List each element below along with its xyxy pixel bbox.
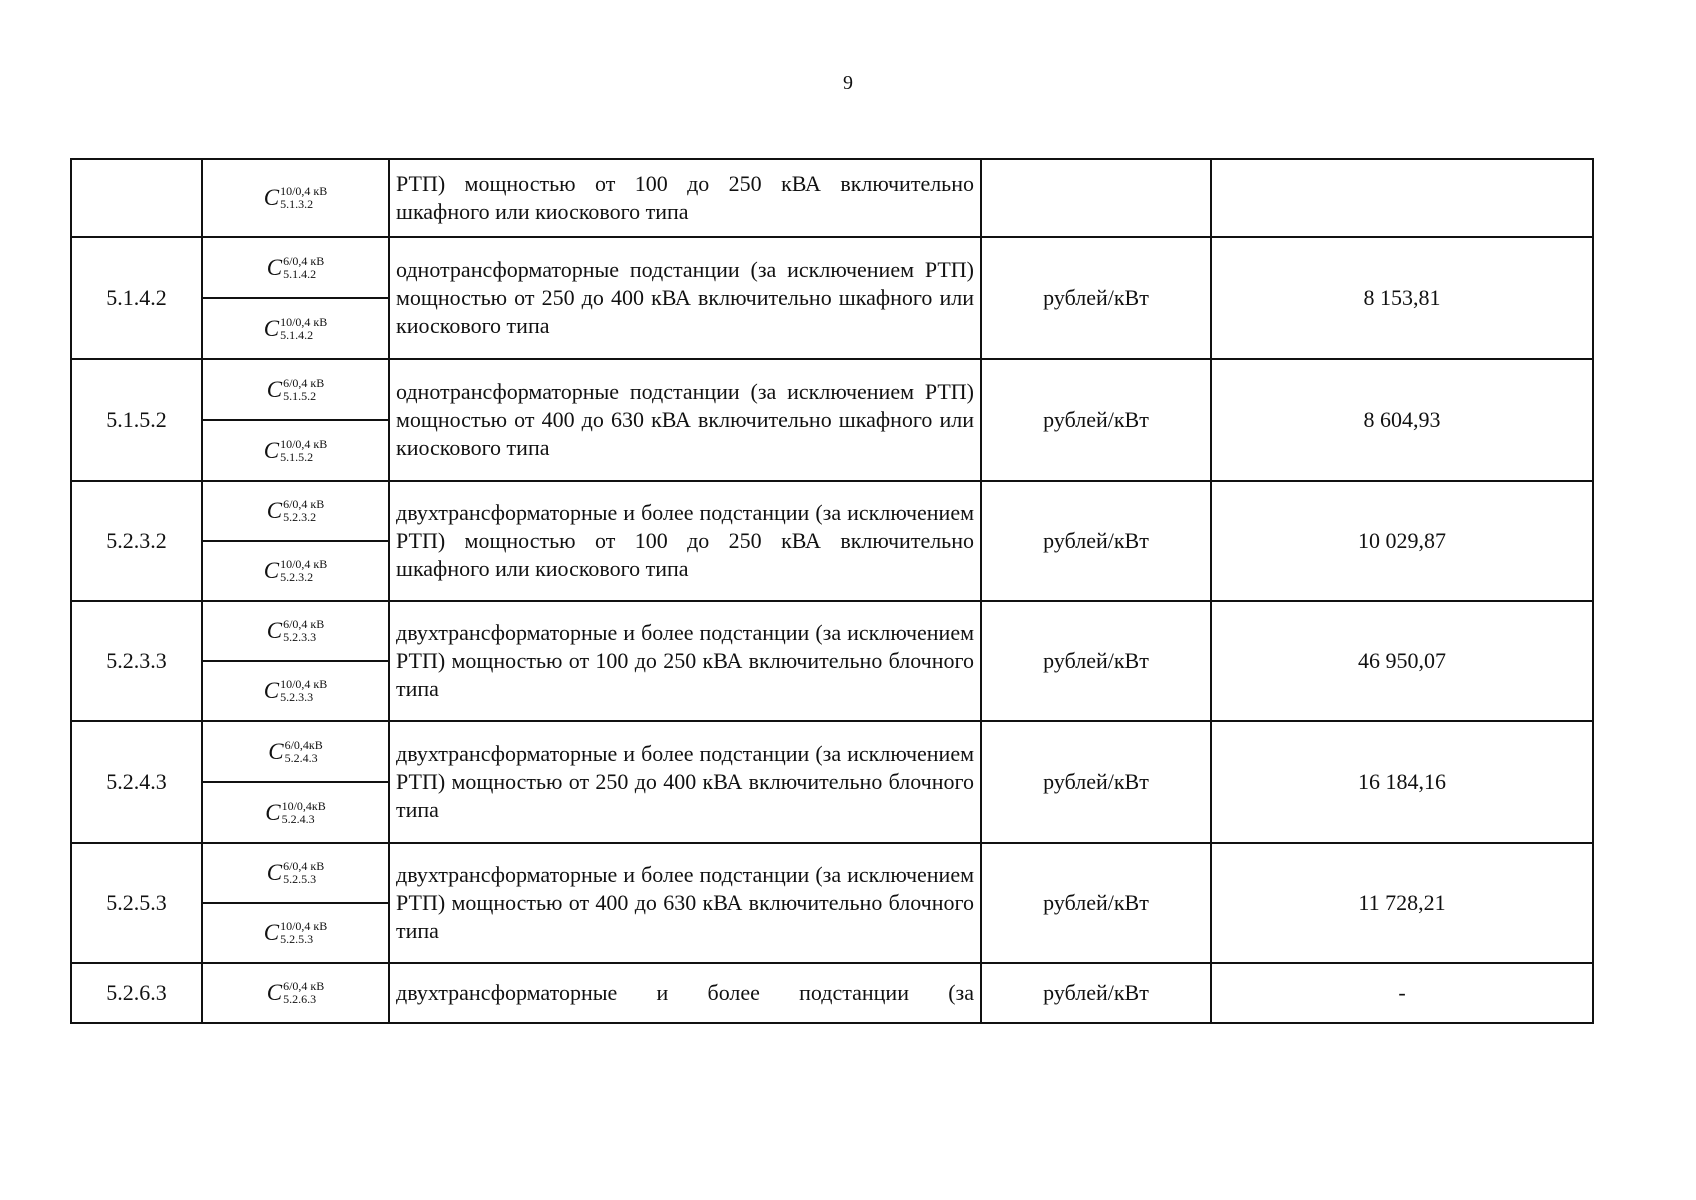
symbol-subscript: 5.1.5.2 <box>283 388 317 403</box>
symbol-subscript: 5.1.4.2 <box>283 266 317 281</box>
tariff-symbol <box>264 558 328 584</box>
symbol-superscript: 10/0,4 кВ <box>280 314 328 329</box>
symbol-scripts <box>285 739 323 765</box>
table-row <box>71 237 1593 298</box>
row-code: 5.2.5.3 <box>71 843 202 963</box>
symbol-scripts <box>280 316 327 342</box>
row-description: двухтрансформаторные и более подстанции (за исключением РТП) мощностью от 400 до 630 кВА включительно блочного типа <box>389 843 981 963</box>
symbol-subscript: 5.2.6.3 <box>283 992 317 1006</box>
row-unit: рублей/кВт <box>981 481 1211 601</box>
symbol-cell <box>202 782 389 843</box>
symbol-scripts <box>283 377 324 403</box>
tariff-symbol <box>267 980 325 1006</box>
symbol-scripts <box>283 980 324 1006</box>
symbol-subscript: 5.1.4.2 <box>280 327 314 342</box>
symbol-letter: C <box>266 980 283 1005</box>
symbol-subscript: 5.2.4.3 <box>284 750 318 765</box>
symbol-subscript: 5.2.4.3 <box>281 811 315 826</box>
symbol-letter: C <box>265 799 281 825</box>
symbol-scripts <box>283 255 324 281</box>
row-code: 5.2.4.3 <box>71 721 202 843</box>
symbol-subscript: 5.2.5.3 <box>283 872 317 886</box>
symbol-superscript: 10/0,4 кВ <box>280 557 328 571</box>
tariff-symbol <box>267 377 325 403</box>
symbol-scripts <box>280 920 327 946</box>
symbol-scripts <box>283 498 324 524</box>
symbol-superscript: 6/0,4 кВ <box>283 497 325 511</box>
symbol-subscript: 5.2.3.2 <box>280 570 314 584</box>
tariff-symbol <box>265 800 326 826</box>
row-code: 5.2.6.3 <box>71 963 202 1023</box>
row-unit: рублей/кВт <box>981 601 1211 721</box>
symbol-letter: C <box>263 558 280 583</box>
tariff-symbol <box>264 438 328 464</box>
symbol-superscript: 6/0,4 кВ <box>283 979 325 993</box>
symbol-cell <box>202 843 389 903</box>
symbol-scripts <box>283 860 324 886</box>
table-body <box>71 159 1593 1023</box>
symbol-cell <box>202 237 389 298</box>
tariff-symbol <box>267 255 325 281</box>
tariff-symbol <box>268 739 323 765</box>
table-row <box>71 159 1593 237</box>
row-value <box>1211 159 1593 237</box>
symbol-cell <box>202 420 389 481</box>
symbol-superscript: 6/0,4 кВ <box>283 617 325 631</box>
symbol-letter: C <box>266 254 283 280</box>
row-unit: рублей/кВт <box>981 359 1211 481</box>
symbol-scripts <box>283 618 324 644</box>
symbol-letter: C <box>268 738 284 764</box>
symbol-letter: C <box>263 678 280 703</box>
row-value: 8 153,81 <box>1211 237 1593 359</box>
symbol-subscript: 5.2.5.3 <box>280 932 314 946</box>
row-unit: рублей/кВт <box>981 843 1211 963</box>
page-number: 9 <box>843 72 853 94</box>
symbol-cell <box>202 661 389 721</box>
symbol-cell <box>202 601 389 661</box>
symbol-superscript: 6/0,4 кВ <box>283 375 325 390</box>
tariff-symbol <box>264 678 328 704</box>
symbol-superscript: 10/0,4кВ <box>281 798 326 813</box>
symbol-letter: C <box>263 185 280 210</box>
row-description: двухтрансформаторные и более подстанции (за исключением РТП) мощностью от 100 до 250 кВА включительно шкафного или киоскового типа <box>389 481 981 601</box>
row-unit: рублей/кВт <box>981 237 1211 359</box>
row-description: двухтрансформаторные и более подстанции (за исключением РТП) мощностью от 250 до 400 кВА включительно блочного типа <box>389 721 981 843</box>
symbol-scripts <box>280 438 327 464</box>
symbol-cell <box>202 903 389 963</box>
row-value: 8 604,93 <box>1211 359 1593 481</box>
row-code: 5.1.5.2 <box>71 359 202 481</box>
symbol-superscript: 10/0,4 кВ <box>280 436 328 451</box>
row-value: 10 029,87 <box>1211 481 1593 601</box>
tariff-symbol <box>267 498 325 524</box>
symbol-letter: C <box>266 376 283 402</box>
tariff-symbol <box>264 316 328 342</box>
table-row <box>71 481 1593 541</box>
symbol-letter: C <box>266 860 283 885</box>
symbol-scripts <box>282 800 326 826</box>
symbol-cell <box>202 721 389 782</box>
tariff-symbol <box>264 185 328 211</box>
symbol-cell <box>202 298 389 359</box>
row-description: двухтрансформаторные и более подстанции (за исключением РТП) мощностью от 100 до 250 кВА включительно блочного типа <box>389 601 981 721</box>
symbol-cell <box>202 963 389 1023</box>
symbol-subscript: 5.2.3.2 <box>283 510 317 524</box>
row-code: 5.2.3.2 <box>71 481 202 601</box>
symbol-superscript: 6/0,4 кВ <box>283 859 325 873</box>
table-row <box>71 963 1593 1023</box>
row-code <box>71 159 202 237</box>
symbol-subscript: 5.2.3.3 <box>280 690 314 704</box>
table-row <box>71 843 1593 903</box>
symbol-superscript: 6/0,4кВ <box>284 737 323 752</box>
row-code: 5.2.3.3 <box>71 601 202 721</box>
symbol-cell <box>202 359 389 420</box>
symbol-letter: C <box>266 498 283 523</box>
symbol-letter: C <box>263 315 280 341</box>
row-description: однотрансформаторные подстанции (за исключением РТП) мощностью от 400 до 630 кВА включительно шкафного или киоскового типа <box>389 359 981 481</box>
symbol-cell <box>202 159 389 237</box>
tariff-symbol <box>267 860 325 886</box>
symbol-cell <box>202 541 389 601</box>
table-row <box>71 359 1593 420</box>
tariff-symbol <box>264 920 328 946</box>
symbol-letter: C <box>266 618 283 643</box>
symbol-superscript: 10/0,4 кВ <box>280 919 328 933</box>
row-description: двухтрансформаторные и более подстанции (за <box>389 963 981 1023</box>
row-value: - <box>1211 963 1593 1023</box>
symbol-scripts <box>280 185 327 211</box>
row-value: 46 950,07 <box>1211 601 1593 721</box>
tariff-symbol <box>267 618 325 644</box>
row-value: 16 184,16 <box>1211 721 1593 843</box>
table-row <box>71 721 1593 782</box>
table-row <box>71 601 1593 661</box>
symbol-subscript: 5.2.3.3 <box>283 630 317 644</box>
symbol-superscript: 10/0,4 кВ <box>280 677 328 691</box>
row-unit <box>981 159 1211 237</box>
row-description: однотрансформаторные подстанции (за исключением РТП) мощностью от 250 до 400 кВА включительно шкафного или киоскового типа <box>389 237 981 359</box>
tariff-table <box>70 158 1594 1024</box>
symbol-cell <box>202 481 389 541</box>
symbol-superscript: 10/0,4 кВ <box>280 184 328 198</box>
symbol-letter: C <box>263 920 280 945</box>
symbol-scripts <box>280 678 327 704</box>
symbol-subscript: 5.1.3.2 <box>280 197 314 211</box>
row-description: РТП) мощностью от 100 до 250 кВА включительно шкафного или киоскового типа <box>389 159 981 237</box>
symbol-letter: C <box>263 437 280 463</box>
row-value: 11 728,21 <box>1211 843 1593 963</box>
symbol-scripts <box>280 558 327 584</box>
row-unit: рублей/кВт <box>981 963 1211 1023</box>
row-code: 5.1.4.2 <box>71 237 202 359</box>
symbol-subscript: 5.1.5.2 <box>280 449 314 464</box>
row-unit: рублей/кВт <box>981 721 1211 843</box>
symbol-superscript: 6/0,4 кВ <box>283 253 325 268</box>
